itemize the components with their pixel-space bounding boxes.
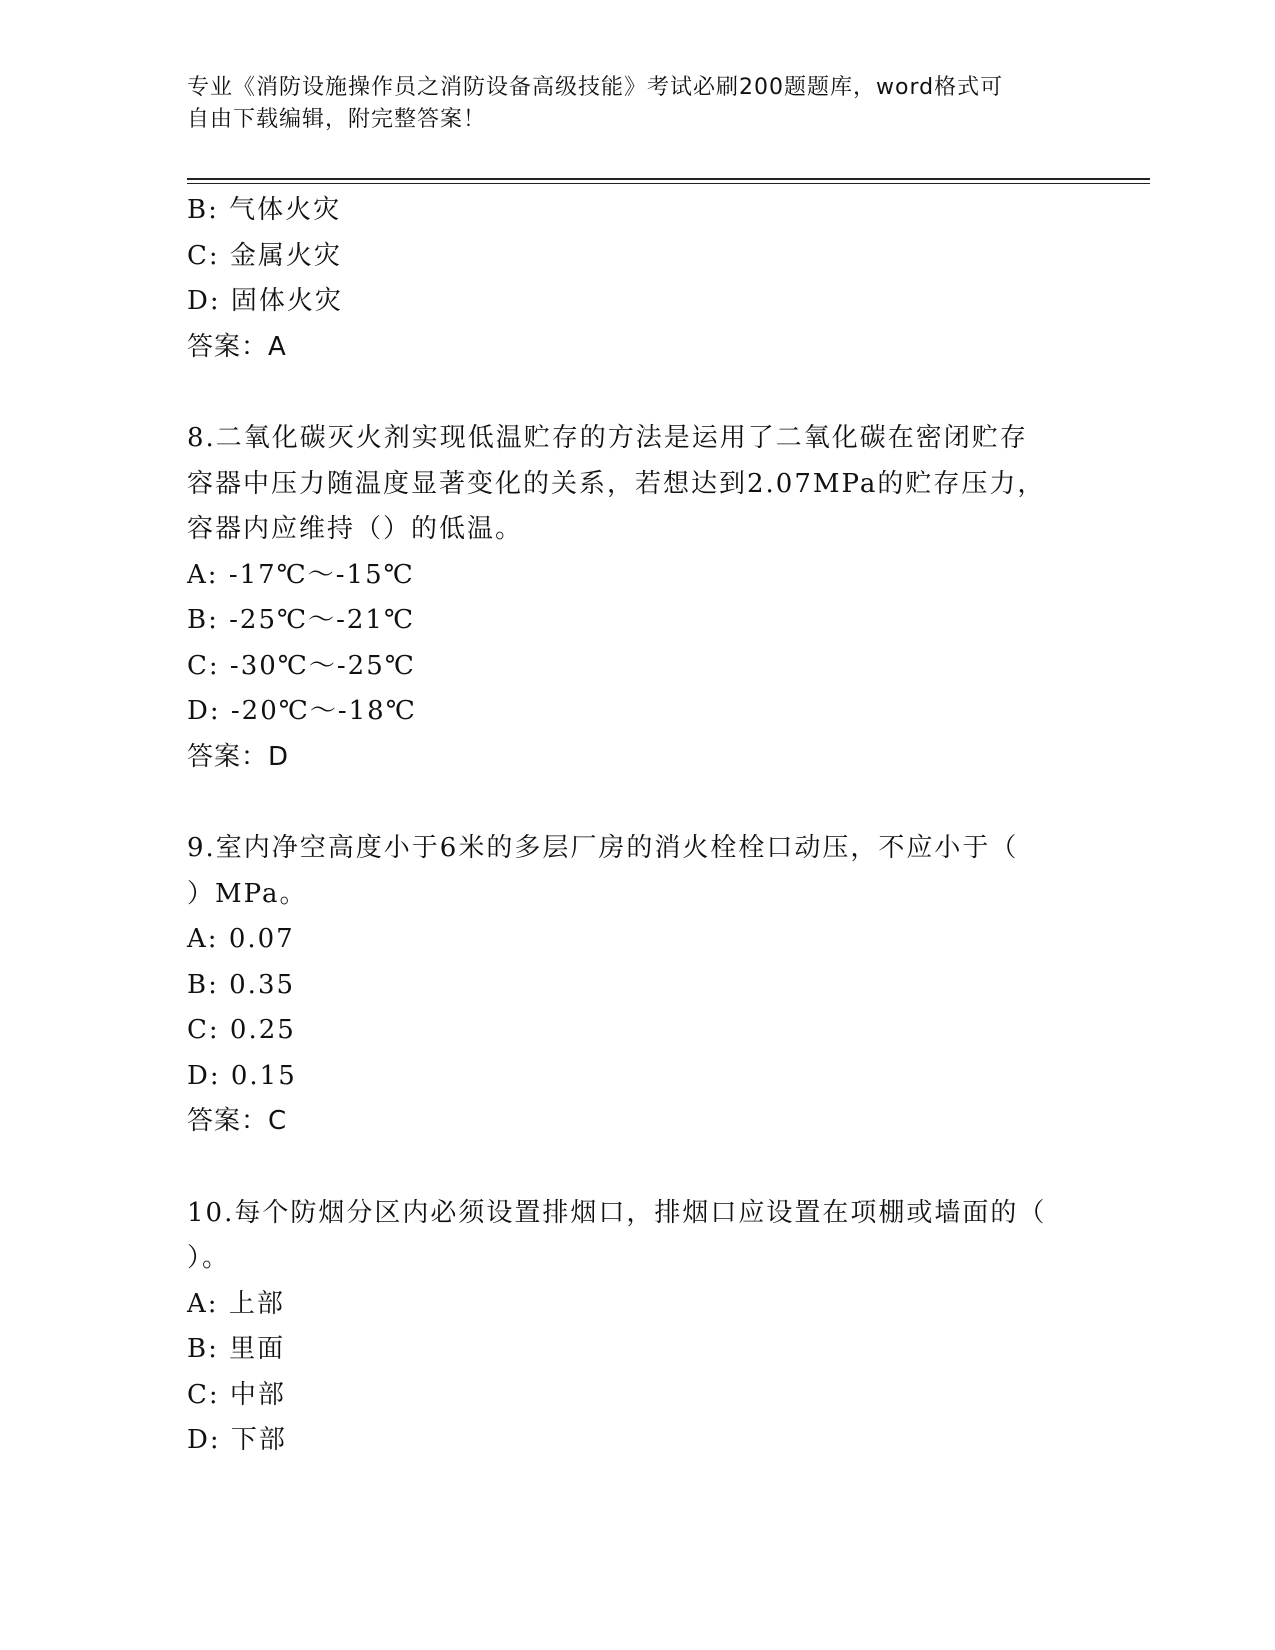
answer-line: 答案：A [187,331,287,362]
option-c: C: 金属火灾 [187,240,342,271]
header-line-2: 自由下载编辑，附完整答案！ [187,107,487,132]
option-d: D: -20℃～-18℃ [187,696,417,726]
option-a: A: -17℃～-15℃ [187,559,415,590]
question-block-prev [187,188,1087,370]
question-text-line: 8.二氧化碳灭火剂实现低温贮存的方法是运用了二氧化碳在密闭贮存 [187,423,1028,453]
header-rule-thick [187,178,1150,180]
question-text-line: 容器内应维持（）的低温。 [187,514,524,544]
question-text-line: 10.每个防烟分区内必须设置排烟口，排烟口应设置在项棚或墙面的（ [187,1197,1047,1228]
option-d: D: 下部 [187,1425,287,1455]
option-b: B: 气体火灾 [187,195,342,225]
spacer [187,1145,1087,1191]
question-8 [187,416,1087,780]
option-c: C: 中部 [187,1379,286,1410]
option-c: C: -30℃～-25℃ [187,650,416,681]
question-9 [187,826,1087,1145]
spacer [187,780,1087,826]
option-d: D: 固体火灾 [187,286,343,316]
option-a: A: 0.07 [187,924,295,954]
question-10 [187,1191,1087,1464]
option-d: D: 0.15 [187,1060,297,1091]
option-b: B: 0.35 [187,969,296,1000]
option-c: C: 0.25 [187,1015,296,1045]
spacer [187,370,1087,416]
question-text-line: 9.室内净空高度小于6米的多层厂房的消火栓栓口动压，不应小于（ [187,833,1019,863]
question-text-line: 容器中压力随温度显著变化的关系，若想达到2.07MPa的贮存压力， [187,468,1046,499]
option-b: B: 里面 [187,1334,286,1364]
page-header [187,72,1087,136]
header-rule-thin [187,183,1150,184]
answer-line: 答案：D [187,741,290,772]
option-a: A: 上部 [187,1288,285,1319]
option-b: B: -25℃～-21℃ [187,605,416,635]
question-text-line: ）。 [187,1243,231,1273]
answer-line: 答案：C [187,1106,288,1136]
question-text-line: ）MPa。 [187,878,308,909]
document-body [187,188,1087,1464]
header-line-1: 专业《消防设施操作员之消防设备高级技能》考试必刷200题题库，word格式可 [187,75,1004,100]
